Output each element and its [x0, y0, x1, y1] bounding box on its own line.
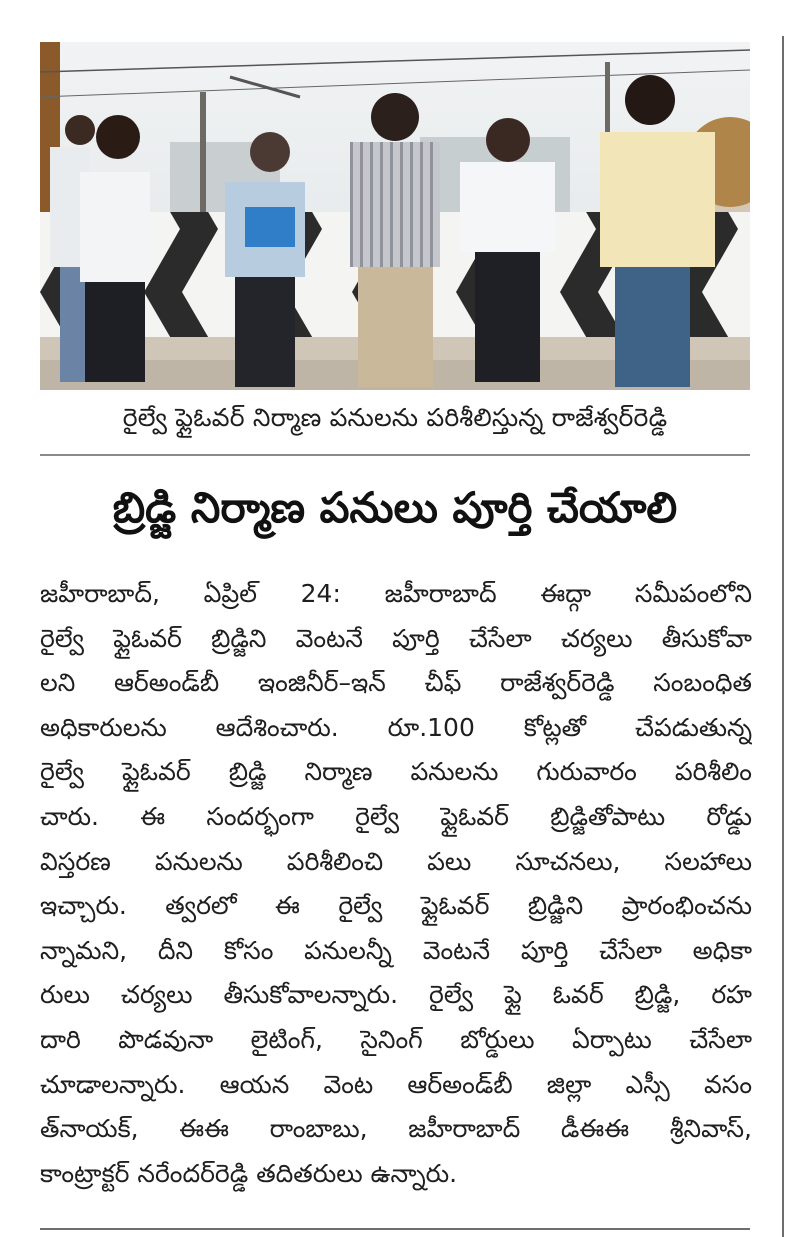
photo-caption: రైల్వే ఫ్లైఓవర్ నిర్మాణ పనులను పరిశీలిస్తున్న రాజేశ్వర్‌రెడ్డి [122, 403, 668, 432]
article-body-line: రులు చర్యలు తీసుకోవాలన్నారు. రైల్వే ఫ్లై ఓవర్ బ్రిడ్జి, రహ [40, 980, 752, 1010]
article-body-line: రైల్వే ఫ్లైఓవర్ బ్రిడ్జి నిర్మాణ పనులను గురువారం పరిశీలిం [40, 757, 752, 787]
article-body-line: జహీరాబాద్, ఏప్రిల్ 24: జహీరాబాద్ ఈద్గా సమీపంలోని [40, 579, 752, 608]
caption-divider [40, 454, 750, 456]
article-body-line: ఇచ్చారు. త్వరలో ఈ రైల్వే ఫ్లైఓవర్ బ్రిడ్జిని ప్రారంభించను [40, 891, 752, 921]
article-body-line: అధికారులను ఆదేశించారు. రూ.100 కోట్లతో చేపడుతున్న [40, 712, 752, 742]
bottom-divider [40, 1228, 750, 1230]
article-body-line: చారు. ఈ సందర్భంగా రైల్వే ఫ్లైఓవర్ బ్రిడ్జితోపాటు రోడ్డు [40, 801, 752, 831]
article-body [40, 572, 752, 1196]
article-body-line: విస్తరణ పనులను పరిశీలించి పలు సూచనలు, సలహాలు [40, 846, 752, 876]
article-headline: బ్రిడ్జి నిర్మాణ పనులు పూర్తి చేయాలి [112, 483, 678, 532]
article-body-line: కాంట్రాక్టర్ నరేందర్‌రెడ్డి తదితరులు ఉన్నారు. [40, 1158, 458, 1188]
news-photo [40, 42, 750, 390]
article-body-line: న్నామని, దీని కోసం పనులన్నీ వెంటనే పూర్తి చేసేలా అధికా [40, 935, 752, 965]
article-body-line: త్‌నాయక్, ఈఈ రాంబాబు, జహీరాబాద్ డీఈఈ శ్రీనివాస్, [40, 1114, 752, 1144]
article-body-line: లని ఆర్అండ్‌బీ ఇంజినీర్–ఇన్ చీఫ్ రాజేశ్వర్‌రెడ్డి సంబంధిత [40, 668, 752, 698]
article-body-line: చూడాలన్నారు. ఆయన వెంట ఆర్అండ్‌బీ జిల్లా ఎస్సీ వసం [40, 1069, 752, 1099]
article-body-line: దారి పొడవునా లైటింగ్, సైనింగ్ బోర్డులు ఏర్పాటు చేసేలా [40, 1024, 752, 1054]
right-column-rule [782, 36, 784, 1237]
article-body-line: రైల్వే ఫ్లైఓవర్ బ్రిడ్జిని వెంటనే పూర్తి చేసేలా చర్యలు తీసుకోవా [40, 623, 752, 653]
